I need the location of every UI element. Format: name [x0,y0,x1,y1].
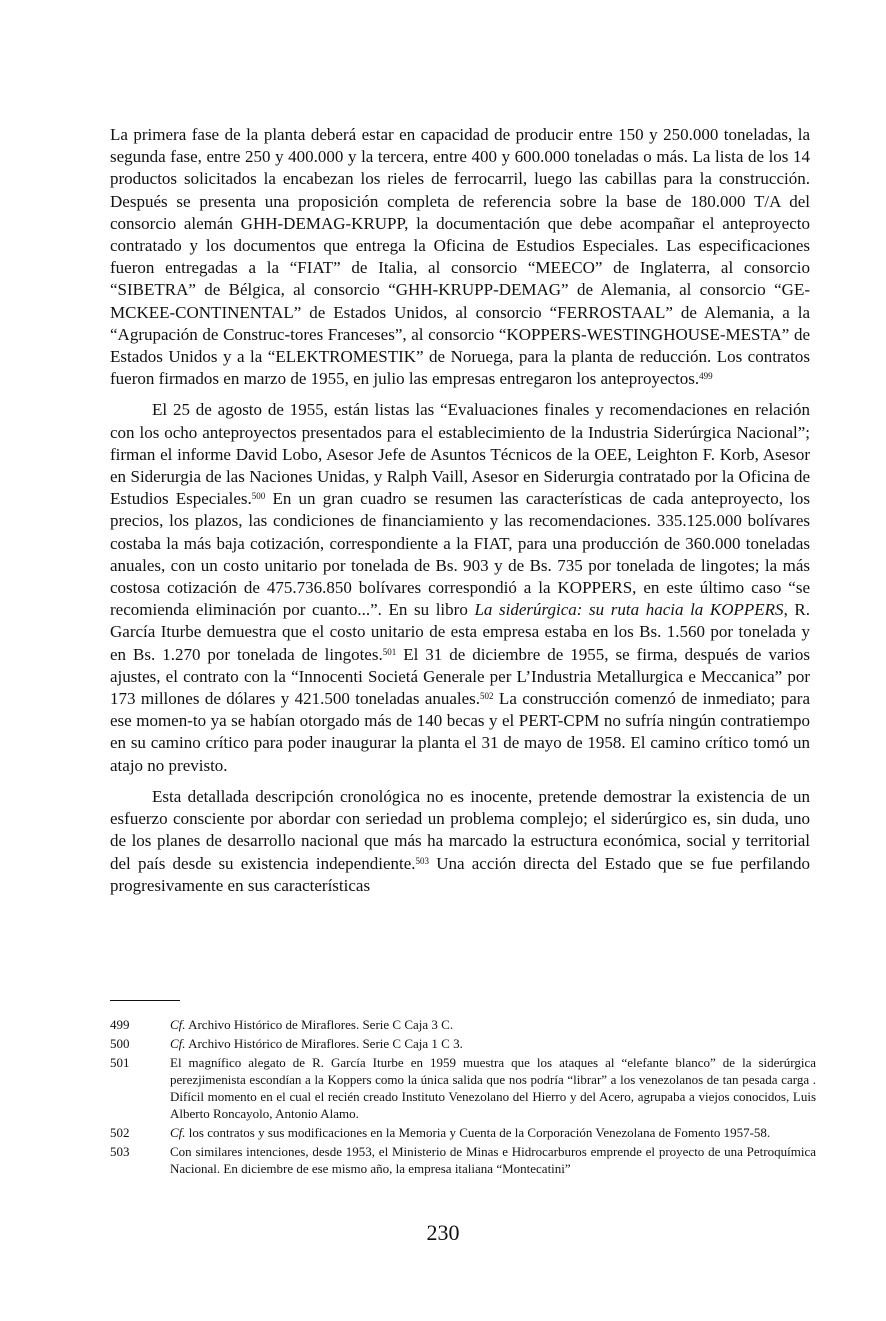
footnote-cf: Cf. [170,1017,186,1032]
footnote-body: El magnífico alegato de R. García Iturbe en 1959 muestra que los ataques al “elefante blanco” de la siderúrgica perezjimenista escondían a la Koppers como la única salida que nos podría “librar” a los venezolanos de tan pesada carga . Difícil momento en el cual el recién creado Instituto Venezolano del Hierro y del Acero, agrupaba a viejos conocidos, Luis Alberto Roncayolo, Antonio Alamo. [170,1055,816,1121]
footnote-cf: Cf. [170,1125,186,1140]
footnote-body: Archivo Histórico de Miraflores. Serie C Caja 1 C 3. [185,1036,463,1051]
footnote-separator [110,1000,180,1001]
page-number: 230 [426,1220,460,1245]
paragraph-2-text-c: , R. García Iturbe demuestra que el costo unitario de esta empresa estaba en los Bs. 1.560 por tonelada y en Bs. 1.270 por tonelada de lingotes. [110,600,811,664]
paragraph-3-text-a: Esta detallada descripción cronológica no es inocente, pretende demostrar la existencia de un esfuerzo consciente por abordar con seriedad un problema complejo; el siderúrgico es, sin duda, uno de los planes de desarrollo nacional que más ha marcado la estructura económica, social y territorial del país desde su existencia independiente. [110,786,810,873]
paragraph-3 [110,786,810,897]
footnote-text [170,1016,816,1033]
paragraph-1 [110,124,810,390]
footnote-number: 499 [110,1017,130,1032]
paragraph-3-text-b: Una acción directa del Estado que se fue perfilando progresivamente en sus características [110,853,810,895]
paragraph-2-text-a: El 25 de agosto de 1955, están listas las “Evaluaciones finales y recomendaciones en relación con los ocho anteproyectos presentados para el establecimiento de la Industria Siderúrgica Nacional”; firman el informe David Lobo, Asesor Jefe de Asuntos Técnicos de la OEE, Leighton F. Korb, Asesor en Siderurgia de las Naciones Unidas, y Ralph Vaill, Asesor en Siderurgia contratado por la Oficina de Estudios Especiales. [110,400,810,509]
footnote-number: 501 [110,1055,130,1070]
footnote-number: 500 [110,1036,130,1051]
footnote-text [170,1124,816,1141]
footnote-ref-499: 499 [699,371,713,382]
footnote-body: los contratos y sus modificaciones en la Memoria y Cuenta de la Corporación Venezolana de Fomento 1957-58. [185,1125,771,1140]
footnote-body: Con similares intenciones, desde 1953, el Ministerio de Minas e Hidrocarburos emprende el proyecto de una Petroquímica Nacional. En diciembre de ese mismo año, la empresa italiana “Montecatini” [170,1144,816,1176]
footnote-number: 502 [110,1125,130,1140]
paragraph-1-text: La primera fase de la planta deberá estar en capacidad de producir entre 150 y 250.000 toneladas, la segunda fase, entre 250 y 400.000 y la tercera, entre 400 y 600.000 toneladas o más. La lista de los 14 productos solicitados la encabezan los rieles de ferrocarril, luego las cabillas para la construcción. Después se presenta una proposición completa de referencia sobre la base de 180.000 T/A del consorcio alemán GHH-DEMAG-KRUPP, la documentación que debe acompañar el anteproyecto contratado y los documentos que entrega la Oficina de Estudios Especiales. Las especificaciones fueron entregadas a la “FIAT” de Italia, al consorcio “MEECO” de Inglaterra, al consorcio “SIBETRA” de Bélgica, al consorcio “GHH-KRUPP-DEMAG” de Alemania, al consorcio “GE-MCKEE-CONTINENTAL” de Estados Unidos, al consorcio “FERROSTAAL” de Alemania, a la “Agrupación de Construc-tores Franceses”, al consorcio “KOPPERS-WESTINGHOUSE-MESTA” de Estados Unidos y a la “ELEKTROMESTIK” de Noruega, para la planta de reducción. Los contratos fueron firmados en marzo de 1955, en julio las empresas entregaron los anteproyectos. [110,125,810,389]
body-text [110,124,810,897]
footnote-body: Archivo Histórico de Miraflores. Serie C Caja 3 C. [185,1017,454,1032]
footnote-500 [110,1035,816,1052]
book-title: La siderúrgica: su ruta hacia la KOPPERS [474,600,784,620]
footnote-ref-502: 502 [480,691,494,702]
footnote-ref-500: 500 [251,491,266,502]
paragraph-2-text-d: El 31 de diciembre de 1955, se firma, después de varios ajustes, el contrato con la “Innocenti Societá Generale per L’Industria Metallurgica e Meccanica” por 173 millones de dólares y 421.500 toneladas anuales. [110,644,810,709]
footnote-number: 503 [110,1144,130,1159]
footnote-cf: Cf. [170,1036,186,1051]
paragraph-2-text-e: La construcción comenzó de inmediato; para ese momen-to ya se habían otorgado más de 140 becas y el PERT-CPM no sufría ningún contratiempo en su camino crítico para poder inaugurar la planta el 31 de mayo de 1958. El camino crítico tomó un atajo no previsto. [110,689,810,775]
footnote-text [170,1054,816,1122]
paragraph-2-text-b: En un gran cuadro se resumen las características de cada anteproyecto, los precios, los plazos, las condiciones de financiamiento y las recomendaciones. 335.125.000 bolívares costaba la más baja cotización, correspondiente a la FIAT, para una producción de 360.000 toneladas anuales, con un costo unitario por tonelada de Bs. 903 y de Bs. 735 por tonelada de lingotes; la más costosa cotización de 475.736.850 bolívares correspondió a la KOPPERS, en este último caso “se recomienda eliminación por cuanto...”. En su libro [110,489,810,620]
paragraph-2 [110,399,810,776]
footnotes [110,1016,816,1179]
footnote-501 [110,1054,816,1122]
footnote-text [170,1143,816,1177]
footnote-503 [110,1143,816,1177]
footnote-ref-503: 503 [415,855,430,866]
footnote-499 [110,1016,816,1033]
footnote-ref-501: 501 [382,646,397,657]
footnote-502 [110,1124,816,1141]
footnote-text [170,1035,816,1052]
